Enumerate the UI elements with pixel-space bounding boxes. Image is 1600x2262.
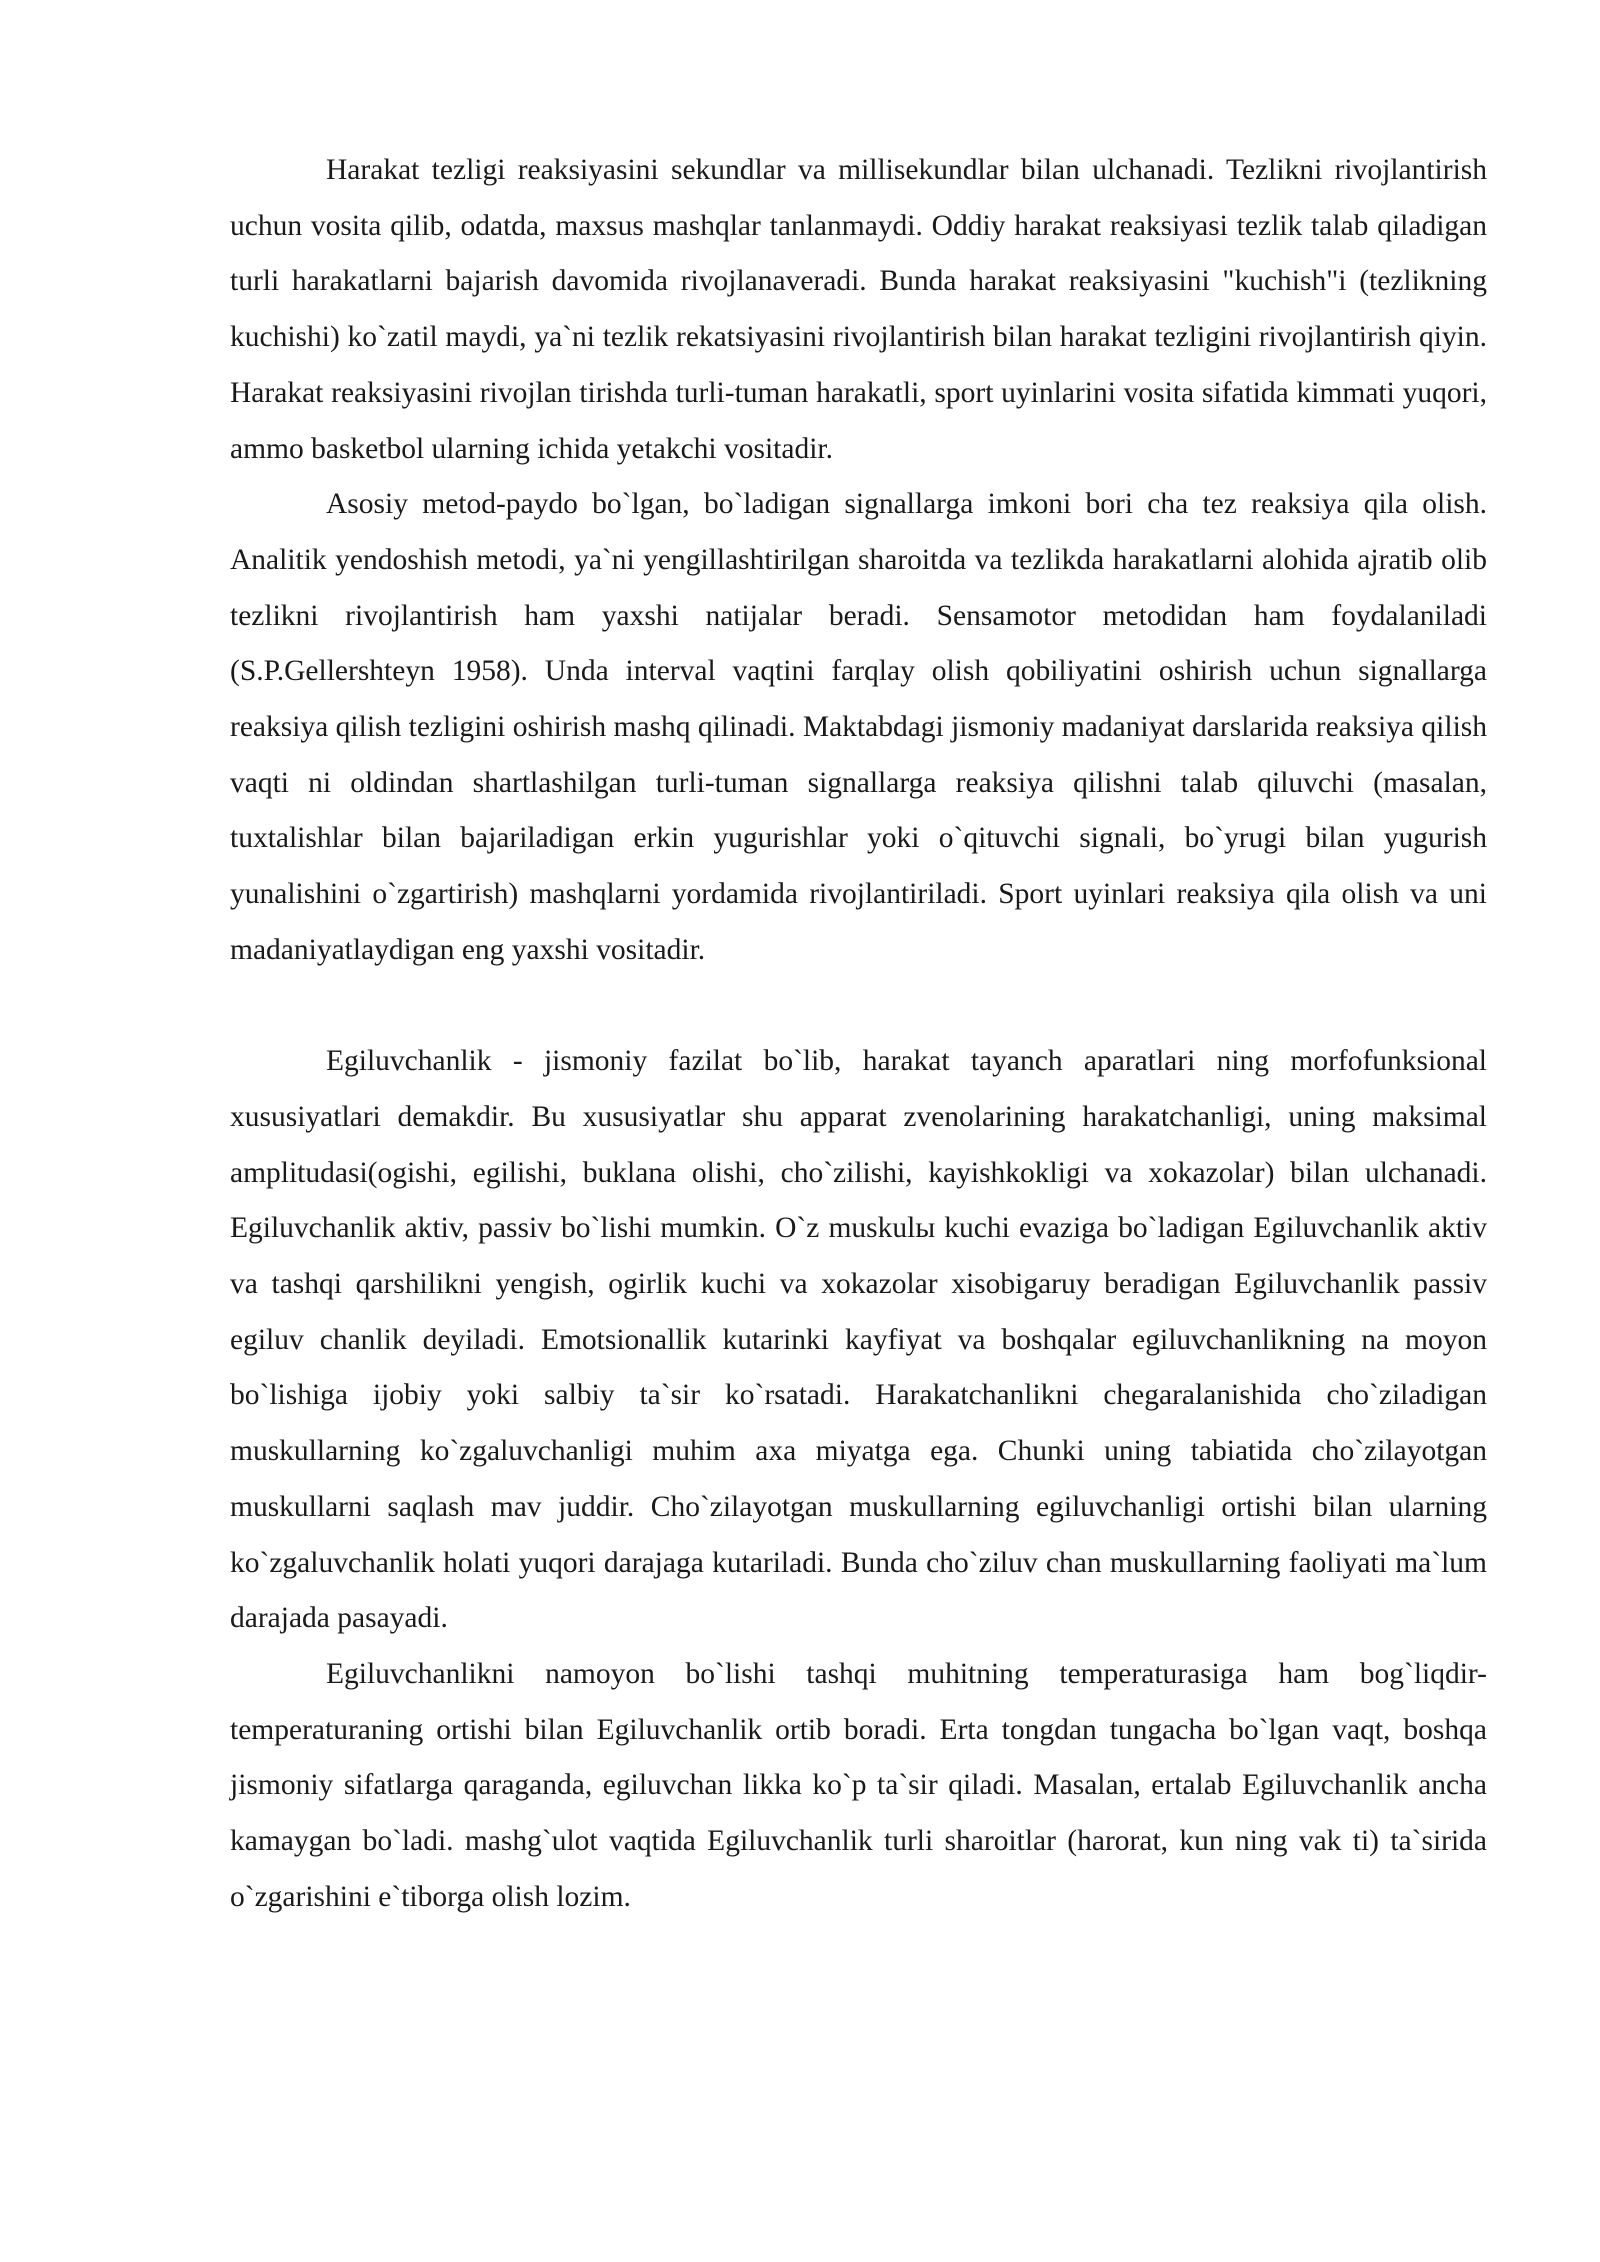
paragraph-reaction-speed: Harakat tezligi reaksiyasini sekundlar va millisekundlar bilan ulchanadi. Tezlikni rivojlantirish uchun vosita qilib, odatda, maxsus mashqlar tanlanmaydi. Oddiy harakat reaksiyasi tezlik talab qiladigan turli harakatlarni bajarish davomida rivojlanaveradi. Bunda harakat reaksiyasini "kuchish"i (tezlikning kuchishi) ko`zatil maydi, ya`ni tezlik rekatsiyasini rivojlantirish bilan harakat tezligini rivojlantirish qiyin. Harakat reaksiyasini rivojlan tirishda turli-tuman harakatli, sport uyinlarini vosita sifatida kimmati yuqori, ammo basketbol ularning ichida yetakchi vositadir. (230, 154, 1487, 465)
paragraph-methods: Asosiy metod-paydo bo`lgan, bo`ladigan signallarga imkoni bori cha tez reaksiya qila olish. Analitik yendoshish metodi, ya`ni yengillashtirilgan sharoitda va tezlikda harakatlarni alohida ajratib olib tezlikni rivojlantirish ham yaxshi natijalar beradi. Sensamotor metodidan ham foydalaniladi (S.P.Gellershteyn 1958). Unda interval vaqtini farqlay olish qobiliyatini oshirish uchun signallarga reaksiya qilish tezligini oshirish mashq qilinadi. Maktabdagi jismoniy madaniyat darslarida reaksiya qilish vaqti ni oldindan shartlashilgan turli-tuman signallarga reaksiya qilishni talab qiluvchi (masalan, tuxtalishlar bilan bajariladigan erkin yugurishlar yoki o`qituvchi signali, bo`yrugi bilan yugurish yunalishini o`zgartirish) mashqlarni yordamida rivojlantiriladi. Sport uyinlari reaksiya qila olish va uni madaniyatlaydigan eng yaxshi vositadir. (230, 488, 1487, 966)
paragraph-flexibility: Egiluvchanlik - jismoniy fazilat bo`lib, harakat tayanch aparatlari ning morfofunksional xususiyatlari demakdir. Bu xususiyatlar shu apparat zvenolarining harakatchanligi, uning maksimal amplitudasi(ogishi, egilishi, buklana olishi, cho`zilishi, kayishkokligi va xokazolar) bilan ulchanadi. Egiluvchanlik aktiv, passiv bo`lishi mumkin. O`z muskulы kuchi evaziga bo`ladigan Egiluvchanlik aktiv va tashqi qarshilikni yengish, ogirlik kuchi va xokazolar xisobigaruy beradigan Egiluvchanlik passiv egiluv chanlik deyiladi. Emotsionallik kutarinki kayfiyat va boshqalar egiluvchanlikning na moyon bo`lishiga ijobiy yoki salbiy ta`sir ko`rsatadi. Harakatchanlikni chegaralanishida cho`ziladigan muskullarning ko`zgaluvchanligi muhim axa miyatga ega. Chunki uning tabiatida cho`zilayotgan muskullarni saqlash mav juddir. Cho`zilayotgan muskullarning egiluvchanligi ortishi bilan ularning ko`zgaluvchanlik holati yuqori darajaga kutariladi. Bunda cho`ziluv chan muskullarning faoliyati ma`lum darajada pasayadi. (230, 1045, 1487, 1635)
paragraph-spacer (230, 979, 1487, 1035)
paragraph-temperature: Egiluvchanlikni namoyon bo`lishi tashqi muhitning temperaturasiga ham bog`liqdir-temperaturaning ortishi bilan Egiluvchanlik ortib boradi. Erta tongdan tungacha bo`lgan vaqt, boshqa jismoniy sifatlarga qaraganda, egiluvchan likka ko`p ta`sir qiladi. Masalan, ertalab Egiluvchanlik ancha kamaygan bo`ladi. mashg`ulot vaqtida Egiluvchanlik turli sharoitlar (harorat, kun ning vak ti) ta`sirida o`zgarishini e`tiborga olish lozim. (230, 1657, 1487, 1913)
document-page (230, 143, 1487, 1925)
